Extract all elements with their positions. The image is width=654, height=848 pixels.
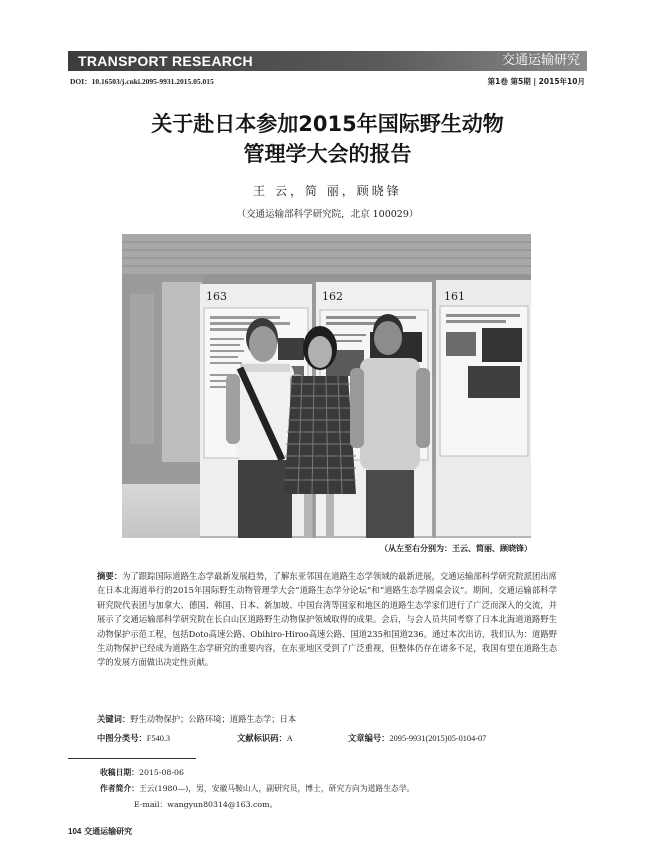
page-number: 104: [68, 827, 82, 836]
journal-name-chinese: 交通运输研究: [501, 53, 580, 68]
article-number: [348, 732, 486, 744]
author-bio: [100, 783, 414, 794]
article-title-line-1: 关于赴日本参加2015年国际野生动物: [151, 112, 504, 136]
page-footer: [68, 826, 132, 837]
board-number-162: 162: [322, 290, 343, 303]
conference-photo-illustration: [122, 234, 531, 538]
author-bio-value: 王云(1980—)，男，安徽马鞍山人，副研究员，博士，研究方向为道路生态学。: [138, 784, 415, 793]
author-bio-label: 作者简介：: [100, 784, 139, 793]
article-title-line-2: 管理学大会的报告: [243, 142, 412, 166]
abstract: [97, 569, 557, 670]
footnote-divider: [68, 758, 196, 759]
author-email: E-mail：wangyun80314@163.com。: [134, 800, 278, 809]
issue-info: 第1卷 第5期 | 2015年10月: [487, 77, 585, 86]
clc-label: 中图分类号：: [97, 733, 147, 743]
abstract-text: 为了跟踪国际道路生态学最新发展趋势，了解东亚邻国在道路生态学领域的最新进展，交通运输部科学研究院派团出席在日本北海道举行的2015年国际野生动物管理学大会“道路生态学分论坛”和“道路生态学圆桌会议”。期间，交通运输部科学研究院代表团与加拿大、德国、韩国、日本、新加坡、中国台湾等国家和地区的道路生态学家们进行了广泛而深入的交流，并展示了交通运输部科学研究院在长白山区道路野生动物保护领域取得的成果。会后，与会人员共同考察了日本北海道道路野生动物保护示范工程，包括Doto高速公路、Obihiro-Hiroo高速公路、国道235和国道236。通过本次出访，我们认为：道路野生动物保护已经成为道路生态学研究的重要内容，在东亚地区受到了广泛重视，但整体仍存在诸多不足，我国有望在道路生态学的发展方面做出决定性贡献。: [97, 571, 557, 668]
received-date: [100, 767, 184, 778]
doc-code-label: 文献标识码：: [237, 733, 287, 743]
photo-caption: （从左至右分别为：王云、简丽、顾晓锋）: [380, 544, 532, 553]
board-number-163: 163: [206, 290, 227, 303]
doc-code-value: A: [286, 734, 293, 743]
received-value: 2015-08-06: [138, 768, 184, 777]
conference-photo: [122, 234, 531, 538]
author-list: 王 云，简 丽，顾晓锋: [253, 184, 402, 198]
board-number-161: 161: [444, 290, 465, 303]
received-label: 收稿日期：: [100, 768, 139, 777]
footer-journal-name: 交通运输研究: [84, 827, 133, 836]
abstract-label: 摘要：: [97, 571, 123, 581]
keywords-text: 野生动物保护；公路环境；道路生态学；日本: [130, 714, 297, 724]
article-number-value: 2095-9931(2015)05-0104-07: [389, 734, 487, 743]
keywords-label: 关键词：: [97, 714, 131, 724]
journal-name-english: TRANSPORT RESEARCH: [78, 53, 253, 69]
author-affiliation: （交通运输部科学研究院，北京 100029）: [236, 209, 419, 220]
article-number-label: 文章编号：: [348, 733, 390, 743]
clc-value: F540.3: [146, 734, 171, 743]
doi-line: DOI：10.16503/j.cnki.2095-9931.2015.05.015: [70, 77, 214, 86]
keywords: [97, 713, 557, 725]
document-code: [237, 732, 293, 744]
clc-number: [97, 732, 170, 744]
